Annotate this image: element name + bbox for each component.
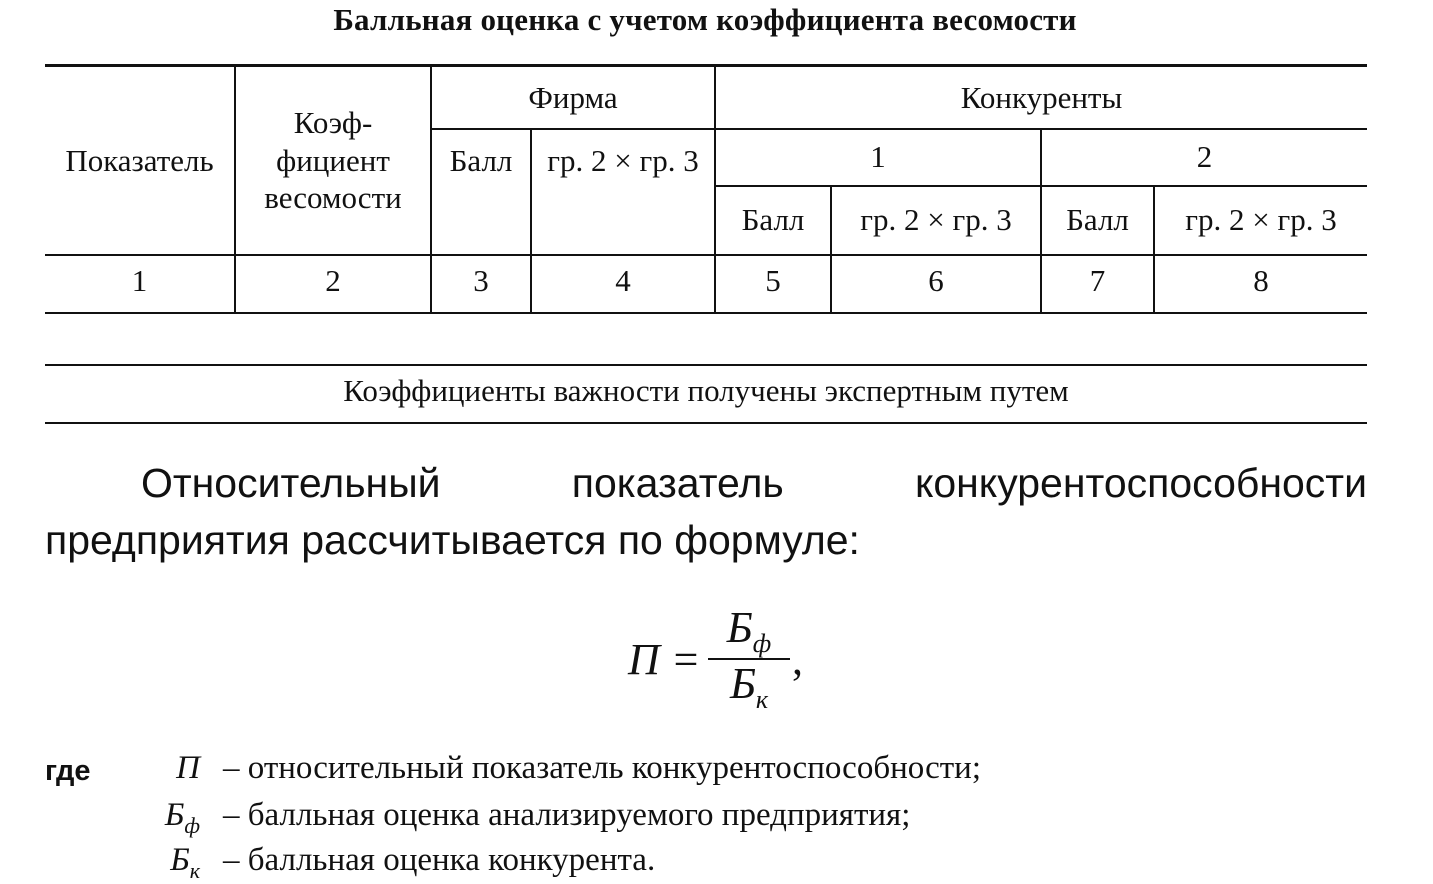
table-note: Коэффициенты важности получены экспертным путем xyxy=(45,364,1367,424)
header-competitor-2-product: гр. 2 × гр. 3 xyxy=(1154,186,1367,255)
header-competitors: Конкуренты xyxy=(715,66,1367,129)
header-weight-line-1: Коэф- xyxy=(293,105,373,141)
formula-comma: , xyxy=(792,635,803,684)
formula-denominator: $Б_к$ xyxy=(729,659,769,714)
legend-description: – относительный показатель конкурентоспособности; xyxy=(223,750,982,786)
column-number: 2 xyxy=(235,255,431,313)
header-weight-line-2: фициент xyxy=(276,142,390,178)
header-competitor-1-score: Балл xyxy=(715,186,831,255)
header-firm: Фирма xyxy=(431,66,715,129)
formula-numerator: $Б_ф$ xyxy=(726,603,772,658)
header-weight-coefficient xyxy=(235,66,431,255)
header-competitor-2-score: Балл xyxy=(1041,186,1154,255)
column-number: 5 xyxy=(715,255,831,313)
legend-symbol: $Б_ф$ xyxy=(164,797,200,838)
header-competitor-1-product: гр. 2 × гр. 3 xyxy=(831,186,1041,255)
legend-description: – балльная оценка анализируемого предприятия; xyxy=(223,797,911,833)
legend-symbol: П xyxy=(176,750,200,786)
header-competitor-1: 1 xyxy=(715,129,1041,186)
body-paragraph: Относительный показатель конкурентоспособности предприятия рассчитывается по формуле: xyxy=(45,460,1367,563)
legend-symbol: $Б_к$ xyxy=(170,842,200,883)
header-competitor-2: 2 xyxy=(1041,129,1367,186)
column-number: 1 xyxy=(45,255,235,313)
formula-lhs: П = xyxy=(628,635,701,684)
header-firm-product: гр. 2 × гр. 3 xyxy=(531,129,715,255)
legend-description: – балльная оценка конкурента. xyxy=(223,842,656,878)
header-firm-score: Балл xyxy=(431,129,531,255)
header-indicator: Показатель xyxy=(45,66,235,255)
column-number: 8 xyxy=(1154,255,1367,313)
column-number: 6 xyxy=(831,255,1041,313)
column-number: 4 xyxy=(531,255,715,313)
column-numbers-row xyxy=(45,255,1367,313)
column-number: 3 xyxy=(431,255,531,313)
legend-where: где xyxy=(45,755,91,787)
header-weight-line-3: весомости xyxy=(264,179,402,215)
scoring-table xyxy=(45,64,1367,314)
column-number: 7 xyxy=(1041,255,1154,313)
table-title: Балльная оценка с учетом коэффициента весомости xyxy=(333,2,1077,37)
